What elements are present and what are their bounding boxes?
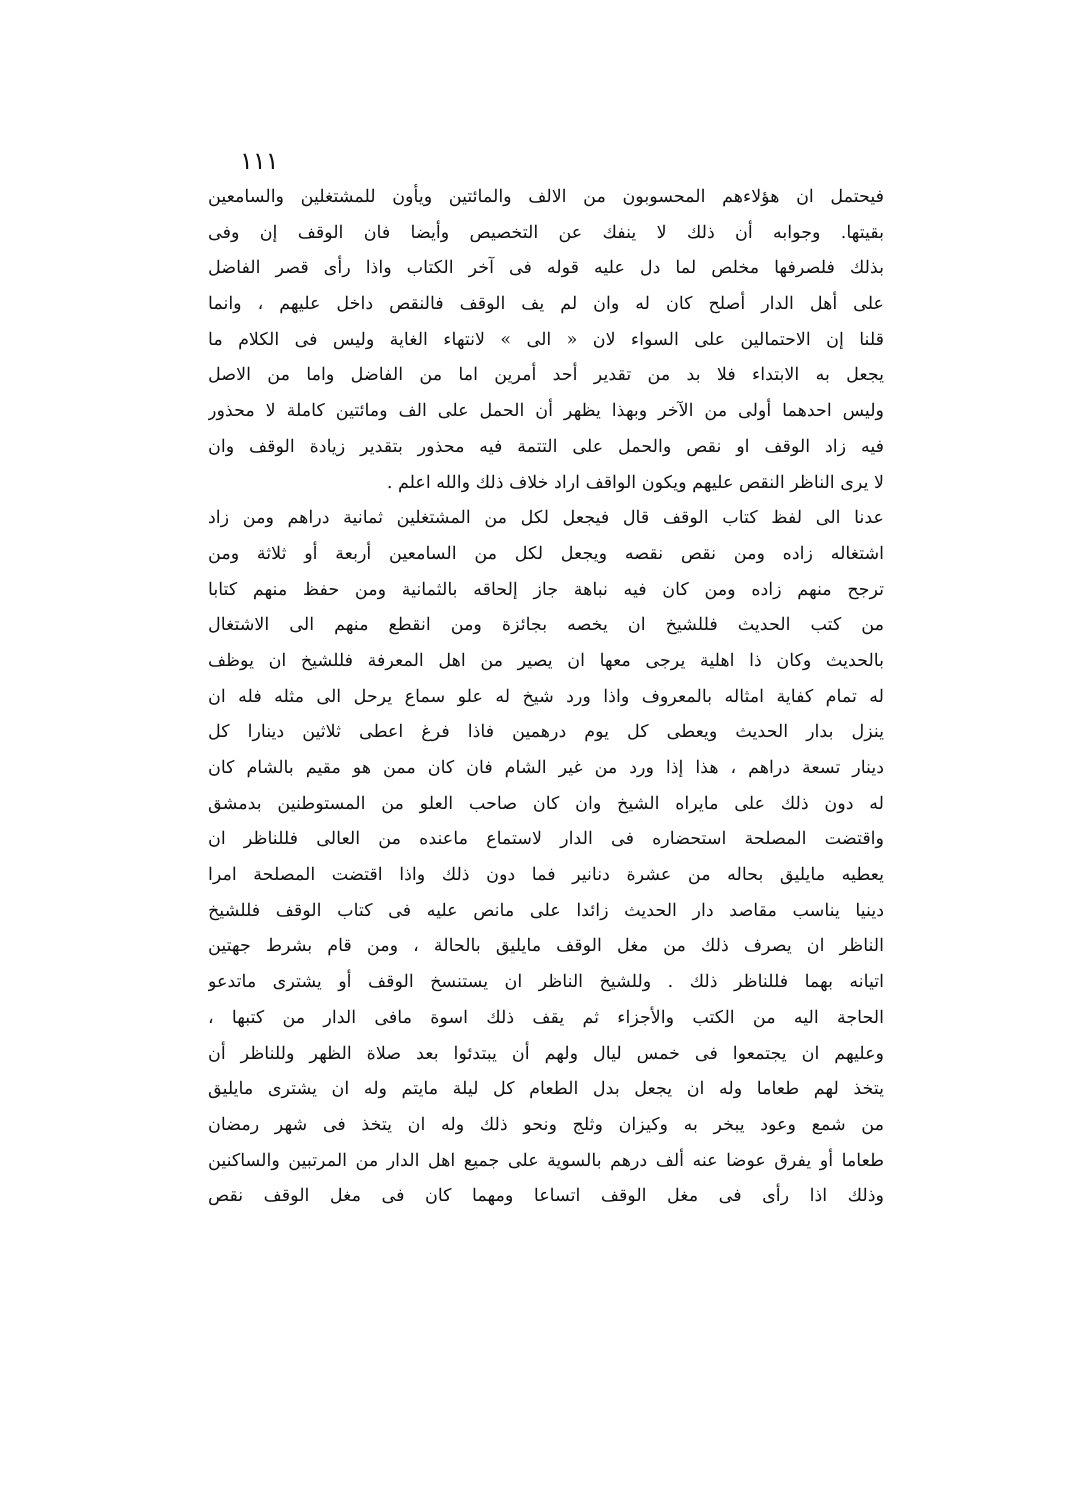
text-line: اتيانه بهما فللناظر ذلك . وللشيخ الناظر ان يستنسخ الوقف أو يشترى ماتدعو bbox=[208, 972, 884, 993]
text-line: يتخذ لهم طعاما وله ان يجعل بدل الطعام كل ليلة مايتم وله ان يشترى مايليق bbox=[208, 1079, 884, 1100]
text-line: فيه زاد الوقف او نقص والحمل على التتمة فيه محذور بتقدير زيادة الوقف وان bbox=[208, 436, 884, 457]
text-line: بقيتها. وجوابه أن ذلك لا ينفك عن التخصيص وأيضا فان الوقف إن وفى bbox=[208, 222, 884, 243]
text-line: وليس احدهما أولى من الآخر وبهذا يظهر أن الحمل على الف ومائتين كاملة لا محذور bbox=[208, 401, 884, 422]
text-line: دينيا يناسب مقاصد دار الحديث زائدا على مانص عليه فى كتاب الوقف فللشيخ bbox=[208, 900, 884, 921]
text-line: عدنا الى لفظ كتاب الوقف قال فيجعل لكل من المشتغلين ثمانية دراهم ومن زاد bbox=[208, 508, 884, 529]
page-number: ١١١ bbox=[240, 147, 279, 175]
text-line: له تمام كفاية امثاله بالمعروف واذا ورد شيخ له علو سماع يرحل الى مثله فله ان bbox=[208, 686, 884, 707]
paragraph-end-line: لا يرى الناظر النقص عليهم ويكون الواقف اراد خلاف ذلك والله اعلم . bbox=[386, 472, 884, 493]
text-line: له دون ذلك على مايراه الشيخ وان كان صاحب العلو من المستوطنين بدمشق bbox=[208, 793, 884, 814]
text-line: طعاما أو يفرق عوضا عنه ألف درهم بالسوية على جميع اهل الدار من المرتبين والساكنين bbox=[208, 1150, 884, 1171]
text-line: الحاجة اليه من الكتب والأجزاء ثم يقف ذلك اسوة مافى الدار من كتبها ، bbox=[208, 1007, 884, 1028]
text-line: وذلك اذا رأى فى مغل الوقف اتساعا ومهما كان فى مغل الوقف نقص bbox=[208, 1186, 884, 1207]
text-line: وعليهم ان يجتمعوا فى خمس ليال ولهم أن يبتدئوا بعد صلاة الظهر وللناظر أن bbox=[208, 1043, 884, 1064]
body-text bbox=[208, 180, 884, 1215]
text-line: يجعل به الابتداء فلا بد من تقدير أحد أمرين اما من الفاضل واما من الاصل bbox=[208, 365, 884, 386]
text-line: يعطيه مايليق بحاله من عشرة دنانير فما دون ذلك واذا اقتضت المصلحة امرا bbox=[208, 865, 884, 886]
text-line: ينزل بدار الحديث ويعطى كل يوم درهمين فاذا فرغ اعطى ثلاثين دينارا كل bbox=[208, 722, 884, 743]
text-line: دينار تسعة دراهم ، هذا إذا ورد من غير الشام فان كان ممن هو مقيم بالشام كان bbox=[208, 758, 884, 778]
text-line: الناظر ان يصرف ذلك من مغل الوقف مايليق بالحالة ، ومن قام بشرط جهتين bbox=[208, 936, 884, 957]
text-line: واقتضت المصلحة استحضاره فى الدار لاستماع ماعنده من العالى فللناظر ان bbox=[208, 829, 884, 850]
text-line: بذلك فلصرفها مخلص لما دل عليه قوله فى آخر الكتاب واذا رأى قصر الفاضل bbox=[208, 258, 884, 279]
text-line: ترجح منهم زاده ومن كان فيه نباهة جاز إلحاقه بالثمانية ومن حفظ منهم كتابا bbox=[208, 579, 884, 600]
text-line: قلنا إن الاحتمالين على السواء لان « الى » لانتهاء الغاية وليس فى الكلام ما bbox=[208, 329, 884, 350]
text-line: بالحديث وكان ذا اهلية يرجى معها ان يصير من اهل المعرفة فللشيخ ان يوظف bbox=[208, 650, 884, 671]
text-line: على أهل الدار أصلح كان له وان لم يف الوقف فالنقص داخل عليهم ، وانما bbox=[208, 294, 884, 315]
text-line: اشتغاله زاده ومن نقص نقصه ويجعل لكل من السامعين أربعة أو ثلاثة ومن bbox=[208, 543, 884, 564]
text-line: من شمع وعود يبخر به وكيزان وثلج ونحو ذلك وله ان يتخذ فى شهر رمضان bbox=[208, 1114, 884, 1135]
text-line: من كتب الحديث فللشيخ ان يخصه بجائزة ومن انقطع منهم الى الاشتغال bbox=[208, 615, 884, 636]
text-line: فيحتمل ان هؤلاءهم المحسوبون من الالف والمائتين ويأون للمشتغلين والسامعين bbox=[208, 187, 884, 207]
